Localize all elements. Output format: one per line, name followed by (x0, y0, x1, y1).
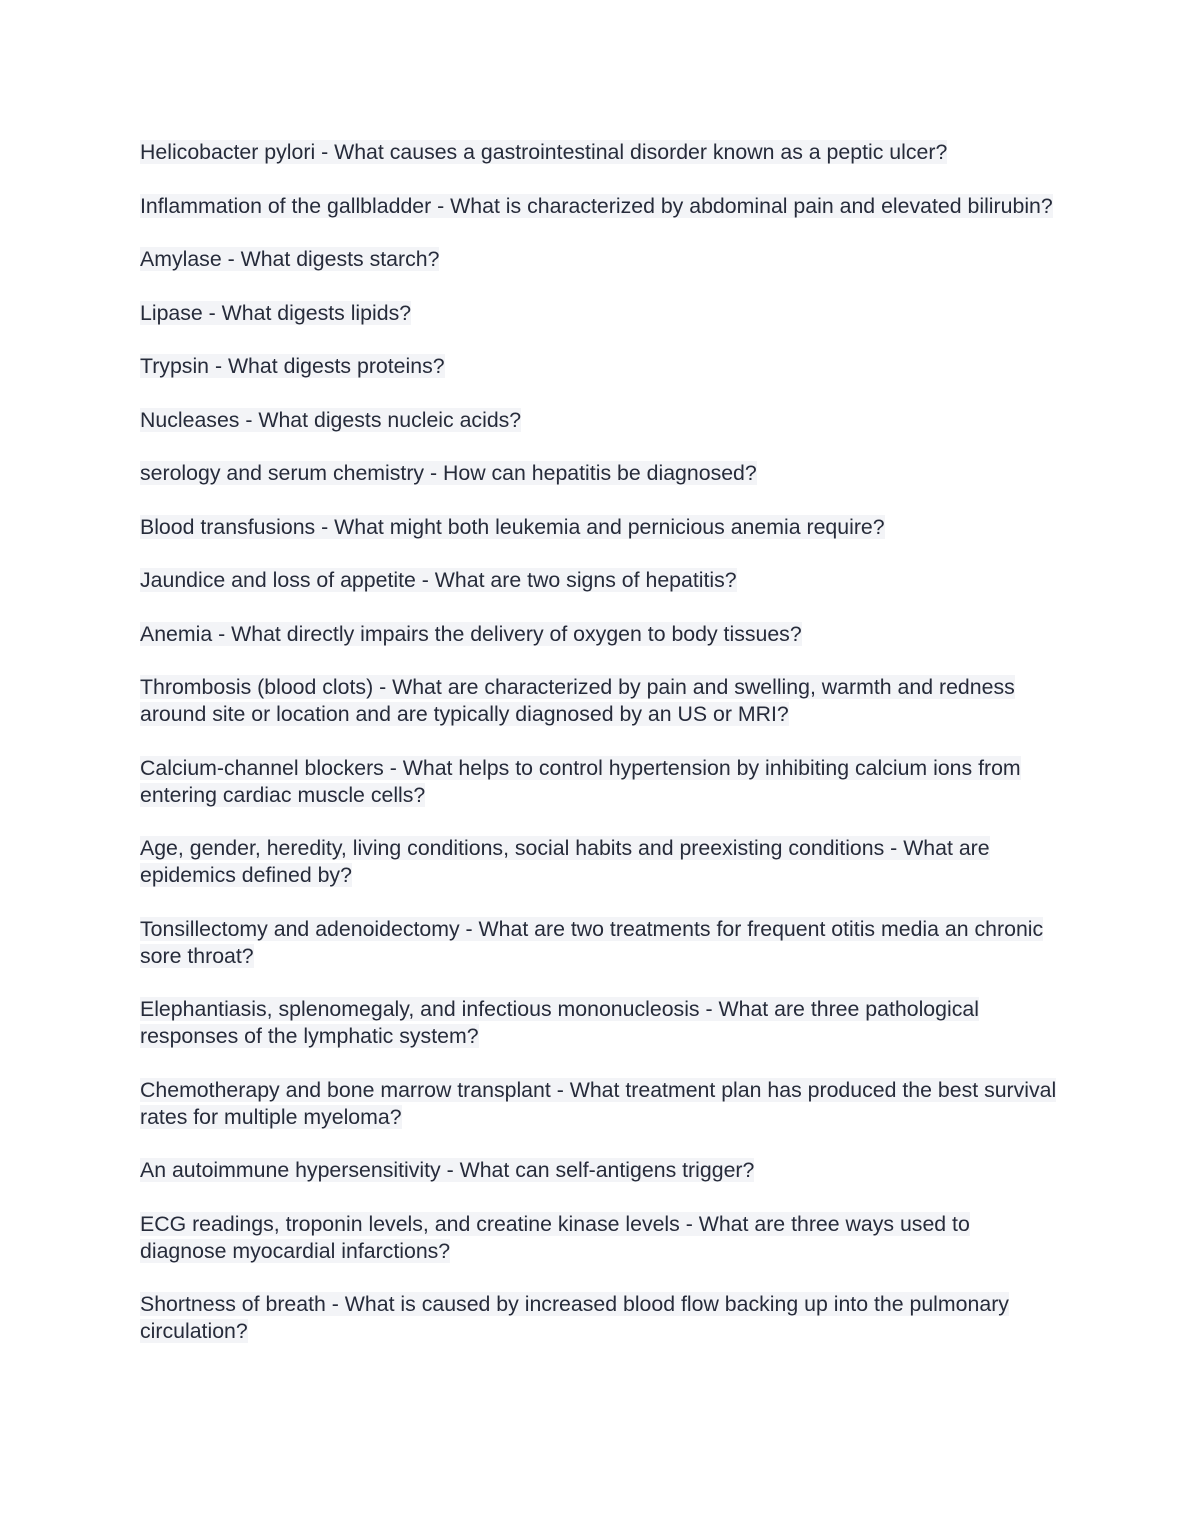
flashcard-entry-10 (140, 621, 1060, 648)
flashcard-text: Helicobacter pylori - What causes a gastrointestinal disorder known as a peptic ulcer? (140, 140, 948, 164)
flashcard-entry-4 (140, 300, 1060, 327)
flashcard-text: serology and serum chemistry - How can hepatitis be diagnosed? (140, 461, 757, 485)
flashcard-text: ECG readings, troponin levels, and creatine kinase levels - What are three ways used to diagnose myocardial infarctions? (140, 1211, 970, 1263)
flashcard-text: Anemia - What directly impairs the delivery of oxygen to body tissues? (140, 621, 802, 646)
flashcard-entry-5 (140, 353, 1060, 380)
flashcard-entry-15 (140, 996, 1060, 1050)
flashcard-entry-9 (140, 567, 1060, 594)
flashcard-text: An autoimmune hypersensitivity - What can self-antigens trigger? (140, 1158, 755, 1182)
flashcard-entry-2 (140, 193, 1060, 220)
flashcard-text: Blood transfusions - What might both leukemia and pernicious anemia require? (140, 514, 885, 539)
flashcard-entry-17 (140, 1157, 1060, 1184)
flashcard-text: Chemotherapy and bone marrow transplant - What treatment plan has produced the best survival rates for multiple myeloma? (140, 1077, 1057, 1129)
flashcard-text: Nucleases - What digests nucleic acids? (140, 407, 522, 432)
flashcard-text: Thrombosis (blood clots) - What are characterized by pain and swelling, warmth and redness around site or location and are typically diagnosed by an US or MRI? (140, 675, 1015, 726)
flashcard-text: Age, gender, heredity, living conditions, social habits and preexisting conditions - What are epidemics defined by? (140, 836, 990, 887)
flashcard-entry-13 (140, 835, 1060, 889)
flashcard-entry-7 (140, 460, 1060, 487)
flashcard-text: Amylase - What digests starch? (140, 247, 440, 271)
flashcard-text: Inflammation of the gallbladder - What is characterized by abdominal pain and elevated bilirubin? (140, 193, 1053, 218)
flashcard-entry-11 (140, 674, 1060, 728)
flashcard-text: Shortness of breath - What is caused by increased blood flow backing up into the pulmonary circulation? (140, 1292, 1009, 1343)
flashcard-entry-8 (140, 514, 1060, 541)
flashcard-text: Elephantiasis, splenomegaly, and infectious mononucleosis - What are three pathological responses of the lymphatic system? (140, 997, 979, 1048)
flashcard-list (140, 139, 1060, 1372)
flashcard-entry-3 (140, 246, 1060, 273)
flashcard-entry-19 (140, 1291, 1060, 1345)
flashcard-text: Calcium-channel blockers - What helps to control hypertension by inhibiting calcium ions from entering cardiac muscle cells? (140, 755, 1021, 807)
flashcard-text: Tonsillectomy and adenoidectomy - What are two treatments for frequent otitis media an chronic sore throat? (140, 916, 1044, 968)
flashcard-entry-12 (140, 755, 1060, 809)
flashcard-text: Trypsin - What digests proteins? (140, 354, 445, 378)
flashcard-entry-18 (140, 1211, 1060, 1265)
flashcard-entry-16 (140, 1077, 1060, 1131)
flashcard-entry-6 (140, 407, 1060, 434)
flashcard-text: Jaundice and loss of appetite - What are two signs of hepatitis? (140, 568, 737, 592)
flashcard-entry-14 (140, 916, 1060, 970)
flashcard-entry-1 (140, 139, 1060, 166)
flashcard-text: Lipase - What digests lipids? (140, 300, 412, 325)
